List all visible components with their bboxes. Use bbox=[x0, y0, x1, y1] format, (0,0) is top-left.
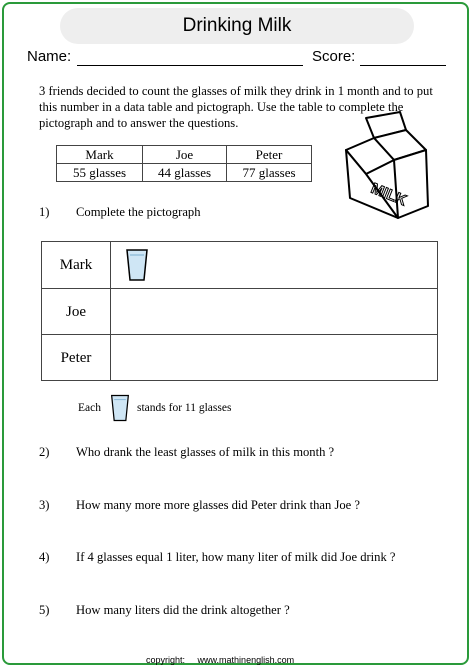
score-field[interactable] bbox=[360, 65, 446, 66]
question-number: 1) bbox=[39, 205, 50, 219]
table-cell: Joe bbox=[143, 146, 227, 164]
name-field[interactable] bbox=[77, 65, 303, 66]
question-text: How many liters did the drink altogether ? bbox=[76, 603, 290, 617]
question-number: 5) bbox=[39, 603, 50, 617]
pictograph-row-label: Joe bbox=[42, 289, 111, 335]
pictograph-row-label: Mark bbox=[42, 242, 111, 288]
copyright-label: copyright: bbox=[146, 655, 186, 665]
data-table bbox=[56, 145, 312, 182]
table-row bbox=[57, 146, 312, 164]
footer-link[interactable]: www.mathinenglish.com bbox=[197, 655, 295, 665]
pictograph bbox=[41, 241, 438, 381]
question-text: Who drank the least glasses of milk in this month ? bbox=[76, 445, 335, 459]
table-cell: 77 glasses bbox=[227, 164, 312, 182]
pictograph-row-label: Peter bbox=[42, 335, 111, 381]
question-number: 3) bbox=[39, 498, 50, 512]
question-text: If 4 glasses equal 1 liter, how many liter of milk did Joe drink ? bbox=[76, 550, 396, 564]
intro-text: 3 friends decided to count the glasses of milk they drink in 1 month and to put this number in a data table and pictograph. Use the table to complete the pictograph and to answer the questions. bbox=[39, 84, 433, 130]
pictograph-row-peter[interactable] bbox=[42, 334, 437, 381]
table-cell: Mark bbox=[57, 146, 143, 164]
glass-icon bbox=[109, 393, 131, 423]
pictograph-key bbox=[78, 393, 378, 425]
question-number: 2) bbox=[39, 445, 50, 459]
page-title bbox=[60, 8, 414, 44]
name-score-row bbox=[27, 46, 447, 70]
glass-icon bbox=[124, 247, 150, 283]
pictograph-row-joe[interactable] bbox=[42, 288, 437, 335]
title-text: Drinking Milk bbox=[182, 15, 292, 36]
key-prefix: Each bbox=[78, 402, 101, 414]
question-text: Complete the pictograph bbox=[76, 205, 201, 219]
question-text: How many more more glasses did Peter drink than Joe ? bbox=[76, 498, 360, 512]
question-number: 4) bbox=[39, 550, 50, 564]
pictograph-row-mark bbox=[42, 242, 437, 288]
carton-label: MILK bbox=[368, 179, 409, 210]
name-label: Name: bbox=[27, 48, 72, 65]
table-row bbox=[57, 164, 312, 182]
key-suffix: stands for 11 glasses bbox=[137, 402, 232, 414]
table-cell: 44 glasses bbox=[143, 164, 227, 182]
footer bbox=[146, 655, 294, 665]
milk-carton-icon bbox=[336, 110, 432, 220]
table-cell: Peter bbox=[227, 146, 312, 164]
score-label: Score: bbox=[312, 48, 356, 65]
table-cell: 55 glasses bbox=[57, 164, 143, 182]
